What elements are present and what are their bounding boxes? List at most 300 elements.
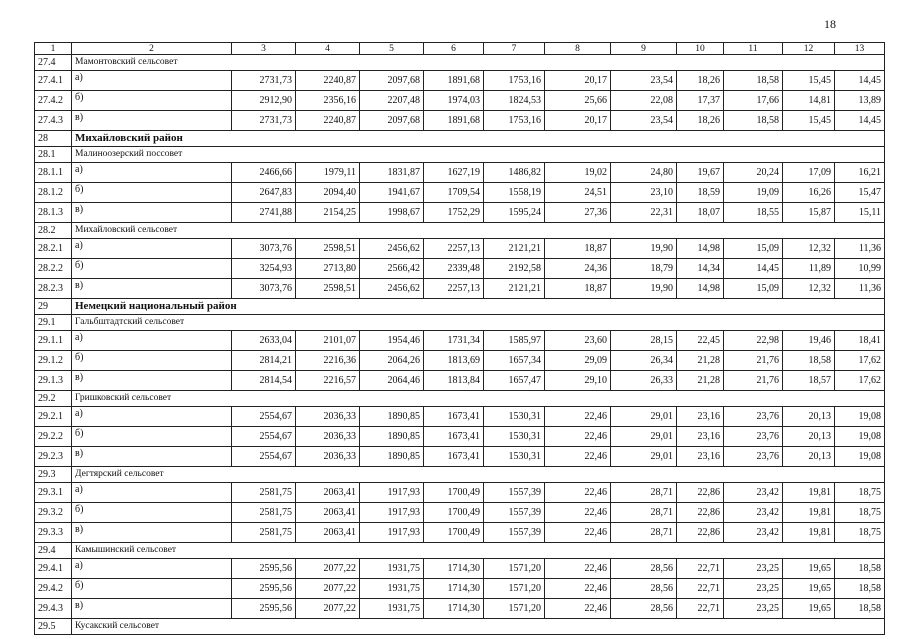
table-cell: 19,08 xyxy=(835,407,885,427)
table-row xyxy=(35,483,885,503)
table-cell: 3073,76 xyxy=(232,239,296,259)
district-name: Немецкий национальный район xyxy=(72,299,885,315)
table-cell: 22,71 xyxy=(677,579,724,599)
table-cell: 2554,67 xyxy=(232,447,296,467)
table-cell: 2814,54 xyxy=(232,371,296,391)
table-cell: 2064,46 xyxy=(360,371,424,391)
table-cell: 2036,33 xyxy=(296,407,360,427)
column-number: 10 xyxy=(677,43,724,55)
row-id: 29.3.2 xyxy=(35,503,72,523)
table-row xyxy=(35,523,885,543)
table-cell: 18,58 xyxy=(835,579,885,599)
table-cell: 2257,13 xyxy=(424,239,484,259)
table-cell: 22,98 xyxy=(724,331,783,351)
table-cell: 2554,67 xyxy=(232,407,296,427)
row-variant: б) xyxy=(72,351,232,371)
row-id: 29.3.1 xyxy=(35,483,72,503)
table-cell: 23,76 xyxy=(724,447,783,467)
table-cell: 26,33 xyxy=(611,371,677,391)
table-cell: 21,28 xyxy=(677,371,724,391)
row-variant: а) xyxy=(72,331,232,351)
table-cell: 1700,49 xyxy=(424,503,484,523)
row-variant: б) xyxy=(72,579,232,599)
table-cell: 1530,31 xyxy=(484,407,545,427)
table-cell: 2713,80 xyxy=(296,259,360,279)
table-cell: 1714,30 xyxy=(424,559,484,579)
row-id: 29.4 xyxy=(35,543,72,559)
table-cell: 18,87 xyxy=(545,279,611,299)
row-variant: в) xyxy=(72,371,232,391)
council-name: Малиноозерский поссовет xyxy=(72,147,885,163)
table-cell: 1558,19 xyxy=(484,183,545,203)
table-cell: 28,56 xyxy=(611,579,677,599)
table-cell: 22,46 xyxy=(545,407,611,427)
table-cell: 27,36 xyxy=(545,203,611,223)
table-cell: 17,62 xyxy=(835,351,885,371)
table-cell: 19,81 xyxy=(783,503,835,523)
table-cell: 2633,04 xyxy=(232,331,296,351)
council-name: Камышинский сельсовет xyxy=(72,543,885,559)
table-cell: 19,65 xyxy=(783,579,835,599)
table-cell: 22,46 xyxy=(545,447,611,467)
table-cell: 1530,31 xyxy=(484,447,545,467)
table-cell: 28,15 xyxy=(611,331,677,351)
row-id: 29.1.3 xyxy=(35,371,72,391)
row-variant: в) xyxy=(72,111,232,131)
table-cell: 22,08 xyxy=(611,91,677,111)
table-cell: 18,26 xyxy=(677,71,724,91)
row-variant: в) xyxy=(72,279,232,299)
table-row xyxy=(35,71,885,91)
table-cell: 1941,67 xyxy=(360,183,424,203)
table-row xyxy=(35,91,885,111)
table-cell: 2097,68 xyxy=(360,71,424,91)
table-cell: 22,86 xyxy=(677,483,724,503)
table-cell: 1571,20 xyxy=(484,559,545,579)
row-id: 29.3.3 xyxy=(35,523,72,543)
row-variant: б) xyxy=(72,427,232,447)
table-cell: 28,56 xyxy=(611,599,677,619)
table-cell: 1998,67 xyxy=(360,203,424,223)
table-cell: 19,90 xyxy=(611,279,677,299)
table-cell: 18,58 xyxy=(835,559,885,579)
table-cell: 1753,16 xyxy=(484,71,545,91)
table-cell: 15,45 xyxy=(783,71,835,91)
table-cell: 18,26 xyxy=(677,111,724,131)
table-row xyxy=(35,579,885,599)
row-variant: б) xyxy=(72,183,232,203)
council-name: Дегтярский сельсовет xyxy=(72,467,885,483)
table-cell: 15,87 xyxy=(783,203,835,223)
council-heading-row xyxy=(35,55,885,71)
table-cell: 1813,69 xyxy=(424,351,484,371)
table-cell: 2036,33 xyxy=(296,427,360,447)
table-cell: 19,08 xyxy=(835,427,885,447)
table-cell: 23,54 xyxy=(611,71,677,91)
table-cell: 2356,16 xyxy=(296,91,360,111)
table-cell: 14,98 xyxy=(677,239,724,259)
council-heading-row xyxy=(35,391,885,407)
table-cell: 24,36 xyxy=(545,259,611,279)
table-cell: 25,66 xyxy=(545,91,611,111)
table-cell: 18,87 xyxy=(545,239,611,259)
table-cell: 2101,07 xyxy=(296,331,360,351)
table-cell: 2456,62 xyxy=(360,239,424,259)
table-cell: 22,86 xyxy=(677,523,724,543)
table-cell: 2581,75 xyxy=(232,503,296,523)
table-cell: 2063,41 xyxy=(296,483,360,503)
table-cell: 23,54 xyxy=(611,111,677,131)
table-cell: 23,42 xyxy=(724,523,783,543)
table-cell: 21,76 xyxy=(724,371,783,391)
row-id: 29.1.1 xyxy=(35,331,72,351)
row-id: 27.4.1 xyxy=(35,71,72,91)
table-cell: 22,45 xyxy=(677,331,724,351)
table-row xyxy=(35,183,885,203)
row-id: 27.4.2 xyxy=(35,91,72,111)
table-cell: 18,75 xyxy=(835,523,885,543)
table-cell: 18,57 xyxy=(783,371,835,391)
column-number: 9 xyxy=(611,43,677,55)
table-cell: 20,13 xyxy=(783,427,835,447)
table-cell: 1557,39 xyxy=(484,523,545,543)
table-cell: 19,81 xyxy=(783,483,835,503)
table-cell: 19,02 xyxy=(545,163,611,183)
row-variant: б) xyxy=(72,91,232,111)
table-row xyxy=(35,351,885,371)
table-cell: 22,71 xyxy=(677,599,724,619)
table-cell: 18,58 xyxy=(724,71,783,91)
table-cell: 16,26 xyxy=(783,183,835,203)
table-cell: 1890,85 xyxy=(360,407,424,427)
table-cell: 28,71 xyxy=(611,483,677,503)
table-cell: 1530,31 xyxy=(484,427,545,447)
table-cell: 23,16 xyxy=(677,447,724,467)
row-variant: а) xyxy=(72,71,232,91)
table-cell: 23,25 xyxy=(724,579,783,599)
table-row xyxy=(35,599,885,619)
table-cell: 2094,40 xyxy=(296,183,360,203)
table-cell: 19,08 xyxy=(835,447,885,467)
table-cell: 13,89 xyxy=(835,91,885,111)
table-cell: 2339,48 xyxy=(424,259,484,279)
column-number: 5 xyxy=(360,43,424,55)
table-cell: 29,01 xyxy=(611,427,677,447)
table-cell: 2554,67 xyxy=(232,427,296,447)
table-cell: 1731,34 xyxy=(424,331,484,351)
table-cell: 2240,87 xyxy=(296,111,360,131)
table-cell: 16,21 xyxy=(835,163,885,183)
table-cell: 2466,66 xyxy=(232,163,296,183)
table-row xyxy=(35,407,885,427)
column-number: 1 xyxy=(35,43,72,55)
table-cell: 1752,29 xyxy=(424,203,484,223)
table-cell: 22,71 xyxy=(677,559,724,579)
table-cell: 14,45 xyxy=(835,111,885,131)
table-cell: 2077,22 xyxy=(296,579,360,599)
row-id: 29.4.3 xyxy=(35,599,72,619)
table-cell: 2598,51 xyxy=(296,239,360,259)
table-cell: 12,32 xyxy=(783,279,835,299)
table-cell: 2121,21 xyxy=(484,279,545,299)
row-id: 28.2 xyxy=(35,223,72,239)
table-cell: 18,75 xyxy=(835,483,885,503)
council-name: Михайловский сельсовет xyxy=(72,223,885,239)
row-id: 29.3 xyxy=(35,467,72,483)
table-cell: 18,58 xyxy=(835,599,885,619)
table-cell: 1700,49 xyxy=(424,523,484,543)
table-cell: 2121,21 xyxy=(484,239,545,259)
row-variant: в) xyxy=(72,447,232,467)
table-cell: 19,46 xyxy=(783,331,835,351)
table-cell: 1657,47 xyxy=(484,371,545,391)
table-cell: 22,86 xyxy=(677,503,724,523)
row-id: 27.4.3 xyxy=(35,111,72,131)
table-cell: 2063,41 xyxy=(296,523,360,543)
table-cell: 10,99 xyxy=(835,259,885,279)
row-id: 28 xyxy=(35,131,72,147)
table-cell: 23,25 xyxy=(724,559,783,579)
table-cell: 2581,75 xyxy=(232,483,296,503)
table-cell: 22,46 xyxy=(545,427,611,447)
table-cell: 26,34 xyxy=(611,351,677,371)
row-id: 29 xyxy=(35,299,72,315)
table-cell: 1824,53 xyxy=(484,91,545,111)
table-cell: 20,17 xyxy=(545,71,611,91)
row-variant: в) xyxy=(72,203,232,223)
table-cell: 19,90 xyxy=(611,239,677,259)
row-id: 29.2 xyxy=(35,391,72,407)
row-variant: а) xyxy=(72,559,232,579)
table-cell: 2595,56 xyxy=(232,599,296,619)
row-id: 29.2.1 xyxy=(35,407,72,427)
column-number: 2 xyxy=(72,43,232,55)
table-cell: 2036,33 xyxy=(296,447,360,467)
table-cell: 18,58 xyxy=(783,351,835,371)
table-cell: 2814,21 xyxy=(232,351,296,371)
table-cell: 1709,54 xyxy=(424,183,484,203)
table-cell: 2240,87 xyxy=(296,71,360,91)
column-number: 11 xyxy=(724,43,783,55)
table-cell: 19,65 xyxy=(783,559,835,579)
table-cell: 1931,75 xyxy=(360,559,424,579)
table-cell: 24,51 xyxy=(545,183,611,203)
row-id: 28.1.3 xyxy=(35,203,72,223)
column-number: 12 xyxy=(783,43,835,55)
table-cell: 22,46 xyxy=(545,559,611,579)
row-id: 29.2.3 xyxy=(35,447,72,467)
table-cell: 15,45 xyxy=(783,111,835,131)
table-cell: 23,60 xyxy=(545,331,611,351)
table-cell: 2207,48 xyxy=(360,91,424,111)
table-cell: 1891,68 xyxy=(424,111,484,131)
table-cell: 1753,16 xyxy=(484,111,545,131)
table-cell: 17,37 xyxy=(677,91,724,111)
table-cell: 22,46 xyxy=(545,483,611,503)
table-row xyxy=(35,447,885,467)
table-cell: 1979,11 xyxy=(296,163,360,183)
table-cell: 18,59 xyxy=(677,183,724,203)
table-cell: 3254,93 xyxy=(232,259,296,279)
table-cell: 2154,25 xyxy=(296,203,360,223)
table-cell: 14,45 xyxy=(835,71,885,91)
table-cell: 1917,93 xyxy=(360,483,424,503)
table-cell: 2456,62 xyxy=(360,279,424,299)
table-cell: 1700,49 xyxy=(424,483,484,503)
table-row xyxy=(35,203,885,223)
column-number: 4 xyxy=(296,43,360,55)
table-cell: 2077,22 xyxy=(296,599,360,619)
row-variant: а) xyxy=(72,163,232,183)
table-cell: 2912,90 xyxy=(232,91,296,111)
council-heading-row xyxy=(35,467,885,483)
table-row xyxy=(35,427,885,447)
row-id: 29.4.1 xyxy=(35,559,72,579)
table-cell: 1714,30 xyxy=(424,599,484,619)
table-cell: 19,65 xyxy=(783,599,835,619)
row-variant: а) xyxy=(72,483,232,503)
table-cell: 15,09 xyxy=(724,279,783,299)
table-cell: 18,75 xyxy=(835,503,885,523)
table-cell: 20,24 xyxy=(724,163,783,183)
table-cell: 1931,75 xyxy=(360,579,424,599)
table-cell: 23,16 xyxy=(677,407,724,427)
table-cell: 1673,41 xyxy=(424,407,484,427)
row-variant: в) xyxy=(72,599,232,619)
council-heading-row xyxy=(35,543,885,559)
table-cell: 29,09 xyxy=(545,351,611,371)
row-id: 28.2.3 xyxy=(35,279,72,299)
table-row xyxy=(35,279,885,299)
table-cell: 29,10 xyxy=(545,371,611,391)
table-cell: 20,13 xyxy=(783,447,835,467)
table-cell: 28,71 xyxy=(611,523,677,543)
table-cell: 18,41 xyxy=(835,331,885,351)
table-cell: 15,11 xyxy=(835,203,885,223)
table-cell: 18,79 xyxy=(611,259,677,279)
table-cell: 21,28 xyxy=(677,351,724,371)
table-row xyxy=(35,371,885,391)
table-cell: 2216,36 xyxy=(296,351,360,371)
table-cell: 23,76 xyxy=(724,427,783,447)
table-cell: 18,58 xyxy=(724,111,783,131)
table-cell: 22,46 xyxy=(545,503,611,523)
column-number-row xyxy=(35,43,885,55)
table-cell: 17,66 xyxy=(724,91,783,111)
table-cell: 17,09 xyxy=(783,163,835,183)
column-number: 6 xyxy=(424,43,484,55)
table-cell: 3073,76 xyxy=(232,279,296,299)
row-id: 28.1 xyxy=(35,147,72,163)
table-row xyxy=(35,239,885,259)
table-cell: 1917,93 xyxy=(360,523,424,543)
row-id: 27.4 xyxy=(35,55,72,71)
row-id: 29.1 xyxy=(35,315,72,331)
table-cell: 17,62 xyxy=(835,371,885,391)
row-variant: в) xyxy=(72,523,232,543)
table-cell: 11,36 xyxy=(835,279,885,299)
column-number: 8 xyxy=(545,43,611,55)
row-variant: а) xyxy=(72,407,232,427)
table-cell: 1954,46 xyxy=(360,331,424,351)
table-cell: 12,32 xyxy=(783,239,835,259)
table-cell: 1931,75 xyxy=(360,599,424,619)
column-number: 7 xyxy=(484,43,545,55)
table-cell: 1890,85 xyxy=(360,427,424,447)
table-cell: 2731,73 xyxy=(232,111,296,131)
table-cell: 1595,24 xyxy=(484,203,545,223)
table-cell: 2192,58 xyxy=(484,259,545,279)
table-cell: 14,34 xyxy=(677,259,724,279)
table-cell: 22,31 xyxy=(611,203,677,223)
table-cell: 21,76 xyxy=(724,351,783,371)
table-cell: 11,36 xyxy=(835,239,885,259)
table-cell: 24,80 xyxy=(611,163,677,183)
table-cell: 22,46 xyxy=(545,523,611,543)
table-cell: 2566,42 xyxy=(360,259,424,279)
council-heading-row xyxy=(35,147,885,163)
table-cell: 2741,88 xyxy=(232,203,296,223)
table-cell: 1627,19 xyxy=(424,163,484,183)
table-cell: 1813,84 xyxy=(424,371,484,391)
table-cell: 19,67 xyxy=(677,163,724,183)
district-heading-row xyxy=(35,299,885,315)
table-cell: 23,25 xyxy=(724,599,783,619)
table-cell: 1714,30 xyxy=(424,579,484,599)
row-variant: б) xyxy=(72,503,232,523)
table-cell: 22,46 xyxy=(545,579,611,599)
table-cell: 1673,41 xyxy=(424,447,484,467)
row-id: 28.2.1 xyxy=(35,239,72,259)
table-cell: 2595,56 xyxy=(232,559,296,579)
council-heading-row xyxy=(35,315,885,331)
table-cell: 2598,51 xyxy=(296,279,360,299)
table-cell: 23,42 xyxy=(724,503,783,523)
page-number: 18 xyxy=(824,17,836,31)
table-cell: 2731,73 xyxy=(232,71,296,91)
table-cell: 1571,20 xyxy=(484,599,545,619)
table-cell: 1486,82 xyxy=(484,163,545,183)
row-id: 28.1.2 xyxy=(35,183,72,203)
district-name: Михайловский район xyxy=(72,131,885,147)
row-id: 29.4.2 xyxy=(35,579,72,599)
row-id: 29.1.2 xyxy=(35,351,72,371)
table-cell: 23,16 xyxy=(677,427,724,447)
table-cell: 1657,34 xyxy=(484,351,545,371)
table-row xyxy=(35,163,885,183)
table-cell: 2595,56 xyxy=(232,579,296,599)
table-cell: 1585,97 xyxy=(484,331,545,351)
table-cell: 11,89 xyxy=(783,259,835,279)
table-row xyxy=(35,331,885,351)
row-variant: б) xyxy=(72,259,232,279)
table-cell: 28,56 xyxy=(611,559,677,579)
row-id: 28.1.1 xyxy=(35,163,72,183)
table-cell: 2216,57 xyxy=(296,371,360,391)
table-cell: 1891,68 xyxy=(424,71,484,91)
table-cell: 29,01 xyxy=(611,447,677,467)
row-id: 29.2.2 xyxy=(35,427,72,447)
row-id: 28.2.2 xyxy=(35,259,72,279)
council-name: Гальбштадтский сельсовет xyxy=(72,315,885,331)
table-cell: 2064,26 xyxy=(360,351,424,371)
table-cell: 2581,75 xyxy=(232,523,296,543)
column-number: 3 xyxy=(232,43,296,55)
table-cell: 14,81 xyxy=(783,91,835,111)
table-cell: 1831,87 xyxy=(360,163,424,183)
table-cell: 18,07 xyxy=(677,203,724,223)
table-cell: 15,47 xyxy=(835,183,885,203)
